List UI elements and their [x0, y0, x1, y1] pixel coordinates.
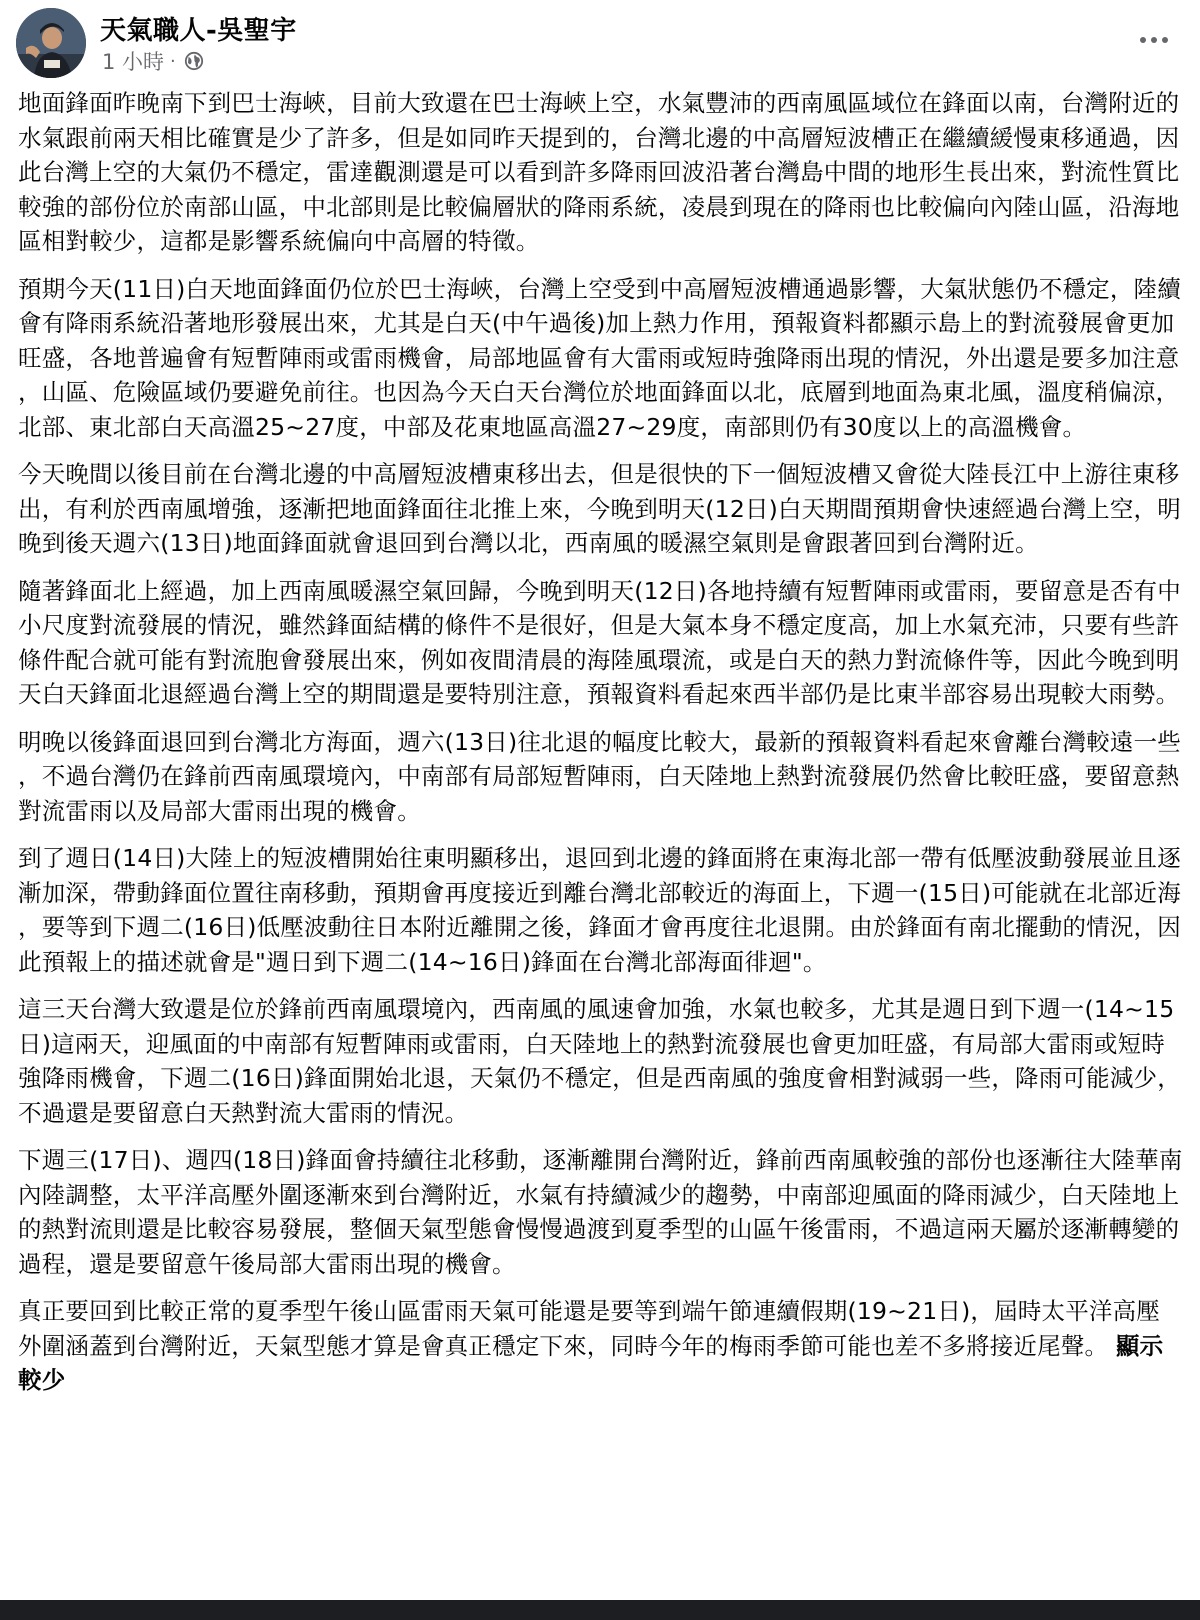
post-timestamp[interactable]: 1 小時 — [102, 50, 165, 74]
post-paragraph-last — [18, 1294, 1183, 1398]
post-header — [16, 4, 1184, 82]
bottom-bar — [0, 1600, 1200, 1620]
more-options-button[interactable] — [1132, 22, 1176, 58]
see-less-button[interactable]: 顯示較少 — [18, 1331, 1164, 1394]
post-meta — [102, 46, 204, 76]
meta-separator: · — [170, 50, 176, 72]
globe-icon[interactable] — [184, 51, 204, 71]
avatar-photo-icon — [16, 8, 86, 78]
post-paragraph: 這三天台灣大致還是位於鋒前西南風環境內，西南風的風速會加強，水氣也較多，尤其是週日到下週一(14~15日)這兩天，迎風面的中南部有短暫陣雨或雷雨，白天陸地上的熱對流發展也會更加旺盛，有局部大雷雨或短時強降雨機會，下週二(16日)鋒面開始北退，天氣仍不穩定，但是西南風的強度會相對減弱一些，降雨可能減少，不過還是要留意白天熱對流大雷雨的情況。 — [18, 995, 1181, 1127]
post-paragraph: 隨著鋒面北上經過，加上西南風暖濕空氣回歸，今晚到明天(12日)各地持續有短暫陣雨或雷雨，要留意是否有中小尺度對流發展的情況，雖然鋒面結構的條件不是很好，但是大氣本身不穩定度高，加上水氣充沛，只要有些許條件配合就可能有對流胞會發展出來，例如夜間清晨的海陸風環流，或是白天的熱力對流條件等，因此今晚到明天白天鋒面北退經過台灣上空的期間還是要特別注意，預報資料看起來西半部仍是比東半部容易出現較大雨勢。 — [18, 576, 1181, 708]
post-body — [18, 86, 1183, 1586]
more-dot — [1151, 37, 1157, 43]
author-name[interactable]: 天氣職人-吳聖宇 — [100, 16, 297, 46]
more-dot — [1162, 37, 1168, 43]
avatar[interactable] — [16, 8, 86, 78]
post-paragraph: 地面鋒面昨晚南下到巴士海峽，目前大致還在巴士海峽上空，水氣豐沛的西南風區域位在鋒面以南，台灣附近的水氣跟前兩天相比確實是少了許多，但是如同昨天提到的，台灣北邊的中高層短波槽正在繼續緩慢東移通過，因此台灣上空的大氣仍不穩定，雷達觀測還是可以看到許多降雨回波沿著台灣島中間的地形生長出來，對流性質比較強的部份位於南部山區，中北部則是比較偏層狀的降雨系統，凌晨到現在的降雨也比較偏向內陸山區，沿海地區相對較少，這都是影響系統偏向中高層的特徵。 — [18, 89, 1180, 255]
post-paragraph: 預期今天(11日)白天地面鋒面仍位於巴士海峽，台灣上空受到中高層短波槽通過影響，大氣狀態仍不穩定，陸續會有降雨系統沿著地形發展出來，尤其是白天(中午過後)加上熱力作用，預報資料都顯示島上的對流發展會更加旺盛，各地普遍會有短暫陣雨或雷雨機會，局部地區會有大雷雨或短時強降雨出現的情況，外出還是要多加注意，山區、危險區域仍要避免前往。也因為今天白天台灣位於地面鋒面以北，底層到地面為東北風，溫度稍偏涼，北部、東北部白天高溫25~27度，中部及花東地區高溫27~29度，南部則仍有30度以上的高溫機會。 — [18, 274, 1181, 441]
post-paragraph: 下週三(17日)、週四(18日)鋒面會持續往北移動，逐漸離開台灣附近，鋒前西南風較強的部份也逐漸往大陸華南內陸調整，太平洋高壓外圍逐漸來到台灣附近，水氣有持續減少的趨勢，中南部迎風面的降雨減少，白天陸地上的熱對流則還是比較容易發展，整個天氣型態會慢慢過渡到夏季型的山區午後雷雨，不過這兩天屬於逐漸轉變的過程，還是要留意午後局部大雷雨出現的機會。 — [18, 1146, 1183, 1278]
post-paragraph: 今天晚間以後目前在台灣北邊的中高層短波槽東移出去，但是很快的下一個短波槽又會從大陸長江中上游往東移出，有利於西南風增強，逐漸把地面鋒面往北推上來，今晚到明天(12日)白天期間預期會快速經過台灣上空，明晚到後天週六(13日)地面鋒面就會退回到台灣以北，西南風的暖濕空氣則是會跟著回到台灣附近。 — [18, 460, 1181, 557]
post-paragraph: 明晚以後鋒面退回到台灣北方海面，週六(13日)往北退的幅度比較大，最新的預報資料看起來會離台灣較遠一些，不過台灣仍在鋒前西南風環境內，中南部有局部短暫陣雨，白天陸地上熱對流發展仍然會比較旺盛，要留意熱對流雷雨以及局部大雷雨出現的機會。 — [18, 727, 1181, 825]
post-paragraph: 到了週日(14日)大陸上的短波槽開始往東明顯移出，退回到北邊的鋒面將在東海北部一帶有低壓波動發展並且逐漸加深，帶動鋒面位置往南移動，預期會再度接近到離台灣北部較近的海面上，下週一(15日)可能就在北部近海，要等到下週二(16日)低壓波動往日本附近離開之後，鋒面才會再度往北退開。由於鋒面有南北擺動的情況，因此預報上的描述就會是"週日到下週二(14~16日)鋒面在台灣北部海面徘迴"。 — [18, 844, 1181, 976]
post-paragraph-text: 真正要回到比較正常的夏季型午後山區雷雨天氣可能還是要等到端午節連續假期(19~21日)，屆時太平洋高壓外圍涵蓋到台灣附近，天氣型態才算是會真正穩定下來，同時今年的梅雨季節可能也差不多將接近尾聲。 — [18, 1297, 1161, 1360]
more-dots-icon — [1140, 37, 1146, 43]
